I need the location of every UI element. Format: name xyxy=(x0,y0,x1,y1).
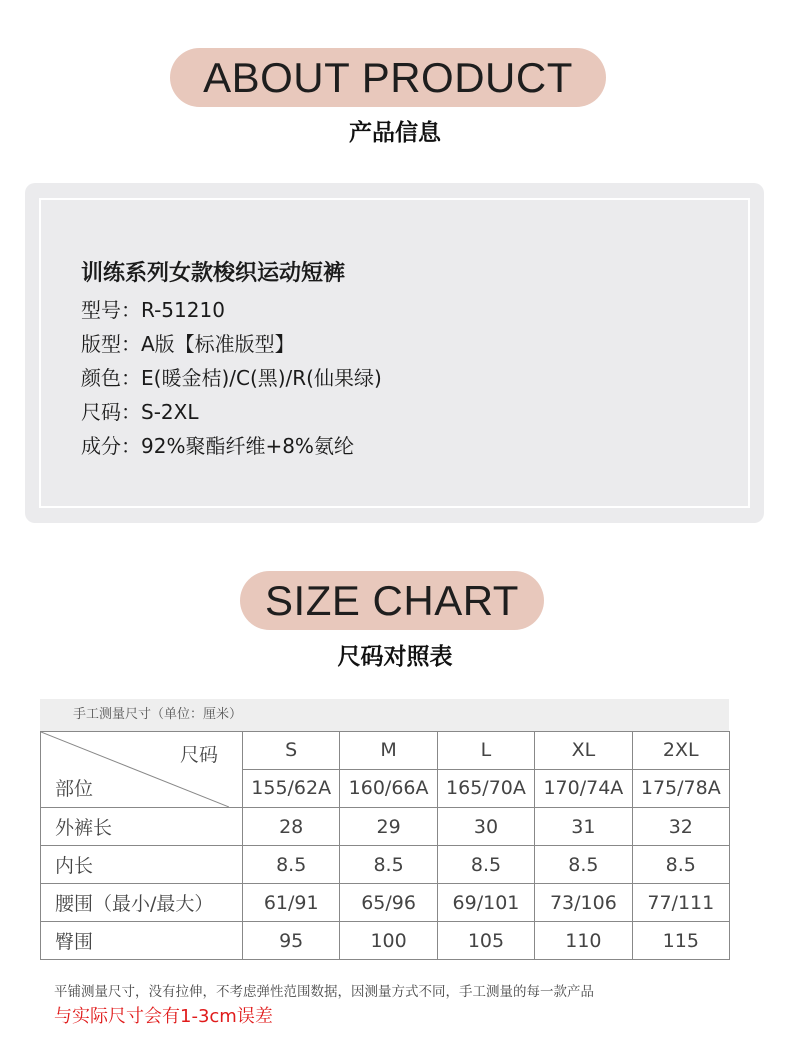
table-cell: 100 xyxy=(340,922,437,960)
row-label: 外裤长 xyxy=(41,808,243,846)
measurement-footnote: 平铺测量尺寸，没有拉伸，不考虑弹性范围数据，因测量方式不同，手工测量的每一款产品 xyxy=(54,984,594,1000)
size-code: 165/70A xyxy=(437,770,534,808)
row-label: 臀围 xyxy=(41,922,243,960)
model-label: 型号： xyxy=(81,298,141,322)
table-cell: 105 xyxy=(437,922,534,960)
table-cell: 8.5 xyxy=(243,846,340,884)
size-chart-heading: SIZE CHART xyxy=(240,571,544,630)
size-label: 尺码： xyxy=(81,400,141,424)
table-cell: 69/101 xyxy=(437,884,534,922)
table-cell: 32 xyxy=(632,808,729,846)
table-cell: 28 xyxy=(243,808,340,846)
table-cell: 115 xyxy=(632,922,729,960)
product-model-line xyxy=(81,293,382,327)
model-value: R-51210 xyxy=(141,298,225,322)
table-row xyxy=(41,922,730,960)
corner-part-label: 部位 xyxy=(55,778,94,800)
size-m: M xyxy=(340,732,437,770)
color-label: 颜色： xyxy=(81,366,141,390)
size-code: 175/78A xyxy=(632,770,729,808)
product-name: 训练系列女款梭织运动短裤 xyxy=(81,261,346,286)
fit-label: 版型： xyxy=(81,332,141,356)
product-material-line xyxy=(81,429,382,463)
product-fit-line xyxy=(81,327,382,361)
color-value: E(暖金桔)/C(黑)/R(仙果绿) xyxy=(141,366,382,390)
product-size-line xyxy=(81,395,382,429)
table-row xyxy=(41,884,730,922)
table-row xyxy=(41,846,730,884)
size-header-row xyxy=(41,732,730,770)
measurement-warning: 与实际尺寸会有1-3cm误差 xyxy=(54,1006,273,1027)
table-cell: 61/91 xyxy=(243,884,340,922)
size-chart-subheading: 尺码对照表 xyxy=(337,644,453,670)
size-code: 170/74A xyxy=(535,770,632,808)
size-2xl: 2XL xyxy=(632,732,729,770)
table-cell: 77/111 xyxy=(632,884,729,922)
table-cell: 8.5 xyxy=(340,846,437,884)
corner-size-label: 尺码 xyxy=(179,744,218,766)
material-value: 92%聚酯纤维+8%氨纶 xyxy=(141,434,354,458)
size-xl: XL xyxy=(535,732,632,770)
unit-note: 手工测量尺寸（单位：厘米） xyxy=(40,699,729,731)
product-color-line xyxy=(81,361,382,395)
size-code: 155/62A xyxy=(243,770,340,808)
table-cell: 29 xyxy=(340,808,437,846)
material-label: 成分： xyxy=(81,434,141,458)
about-product-subheading: 产品信息 xyxy=(349,120,441,146)
table-cell: 31 xyxy=(535,808,632,846)
size-table xyxy=(40,731,730,960)
table-cell: 8.5 xyxy=(535,846,632,884)
table-cell: 8.5 xyxy=(632,846,729,884)
row-label: 内长 xyxy=(41,846,243,884)
table-cell: 65/96 xyxy=(340,884,437,922)
size-value: S-2XL xyxy=(141,400,199,424)
size-s: S xyxy=(243,732,340,770)
about-product-heading: ABOUT PRODUCT xyxy=(170,48,606,107)
table-cell: 110 xyxy=(535,922,632,960)
fit-value: A版【标准版型】 xyxy=(141,332,295,356)
corner-cell xyxy=(41,732,243,808)
size-l: L xyxy=(437,732,534,770)
table-cell: 73/106 xyxy=(535,884,632,922)
table-cell: 8.5 xyxy=(437,846,534,884)
table-row xyxy=(41,808,730,846)
size-code: 160/66A xyxy=(340,770,437,808)
table-cell: 30 xyxy=(437,808,534,846)
row-label: 腰围（最小/最大） xyxy=(41,884,243,922)
product-info-text xyxy=(81,256,382,463)
table-cell: 95 xyxy=(243,922,340,960)
